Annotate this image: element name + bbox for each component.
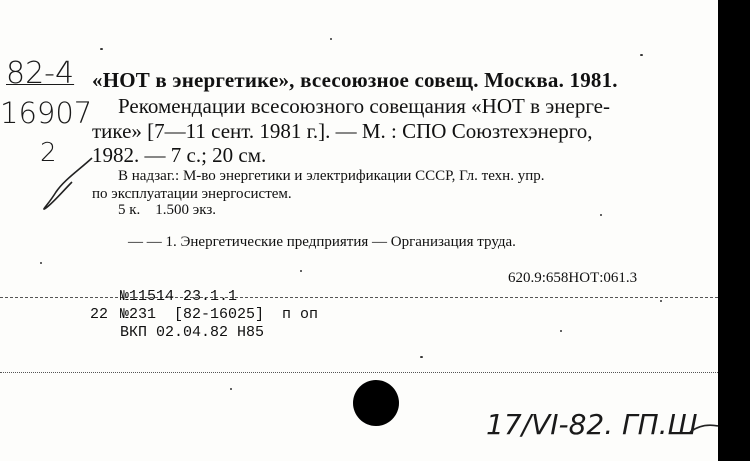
entry-line-4: 1982. — 7 с.; 20 см.: [92, 143, 267, 167]
registration-prefix: 22: [90, 306, 109, 323]
speck: [600, 214, 602, 216]
registration-line-1: №11514 23.1.1: [120, 288, 238, 305]
entry-title-line: «НОТ в энергетике», всесоюзное совещ. Москва. 1981.: [92, 68, 618, 92]
registration-line-3: ВКП 02.04.82 Н85: [120, 324, 265, 341]
speck: [230, 388, 232, 390]
subject-tracing: — — 1. Энергетические предприятия — Организация труда.: [128, 234, 516, 250]
handwritten-date-stamp: 17/VI-82. ГП.Ш: [486, 408, 698, 441]
handwritten-flourish-icon: [688, 418, 718, 442]
divider-line-lower: [0, 372, 718, 373]
entry-line-2: Рекомендации всесоюзного совещания «НОТ в энерге-: [118, 94, 610, 118]
speck: [640, 54, 643, 56]
handwritten-shelf-bottom: 16907: [0, 96, 93, 130]
divider-line: [0, 297, 718, 298]
punch-hole: [353, 380, 399, 426]
entry-line-3: тике» [7—11 сент. 1981 г.]. — М. : СПО Союзтехэнерго,: [92, 119, 593, 143]
speck: [420, 356, 423, 358]
handwritten-shelf-top: 82-4: [6, 56, 75, 91]
handwritten-copy-mark: 2: [40, 138, 57, 168]
speck: [330, 38, 332, 40]
price-print-run: 5 к. 1.500 экз.: [118, 202, 216, 218]
speck: [40, 262, 42, 264]
speck: [300, 270, 302, 272]
registration-line-2: №231 [82-16025] п оп: [120, 306, 319, 323]
note-line-2: по эксплуатации энергосистем.: [92, 186, 292, 202]
speck: [660, 300, 662, 302]
speck: [100, 48, 103, 50]
speck: [560, 330, 562, 332]
classification-code: 620.9:658НОТ:061.3: [508, 270, 638, 286]
note-line-1: В надзаг.: М-во энергетики и электрификации СССР, Гл. техн. упр.: [118, 168, 545, 184]
